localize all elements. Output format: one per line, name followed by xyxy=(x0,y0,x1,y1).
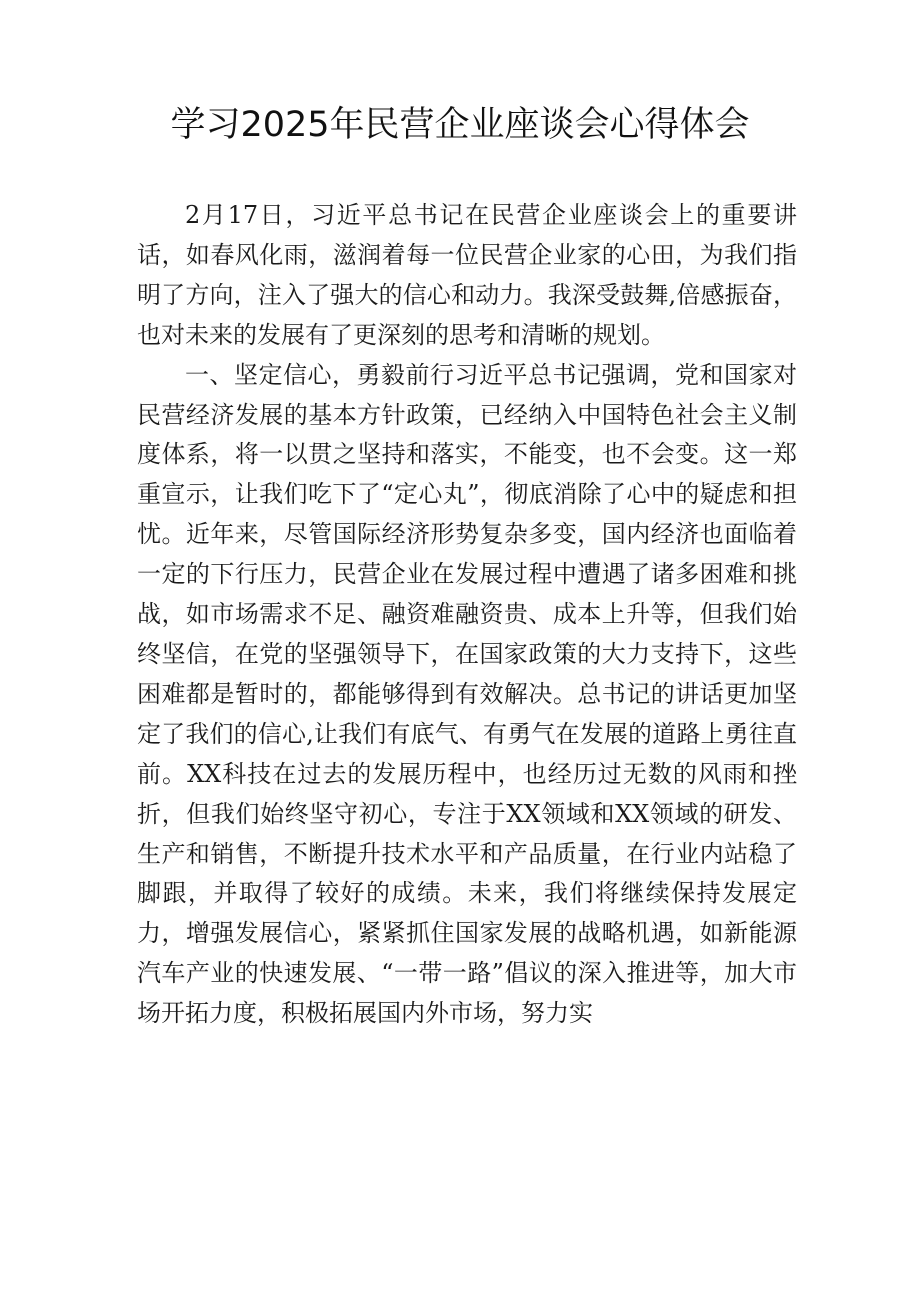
paragraph-intro: 2月17日，习近平总书记在民营企业座谈会上的重要讲话，如春风化雨，滋润着每一位民营企业家的心田，为我们指明了方向，注入了强大的信心和动力。我深受鼓舞,倍感振奋，也对未来的发展有了更深刻的思考和清晰的规划。 xyxy=(137,201,797,349)
paragraph-section-one: 一、坚定信心，勇毅前行习近平总书记强调，党和国家对民营经济发展的基本方针政策，已经纳入中国特色社会主义制度体系，将一以贯之坚持和落实，不能变，也不会变。这一郑重宣示，让我们吃下了“定心丸”，彻底消除了心中的疑虑和担忧。近年来，尽管国际经济形势复杂多变，国内经济也面临着一定的下行压力，民营企业在发展过程中遭遇了诸多困难和挑战，如市场需求不足、融资难融资贵、成本上升等，但我们始终坚信，在党的坚强领导下，在国家政策的大力支持下，这些困难都是暂时的，都能够得到有效解决。总书记的讲话更加坚定了我们的信心,让我们有底气、有勇气在发展的道路上勇往直前。XX科技在过去的发展历程中，也经历过无数的风雨和挫折，但我们始终坚守初心，专注于XX领域和XX领域的研发、生产和销售，不断提升技术水平和产品质量，在行业内站稳了脚跟，并取得了较好的成绩。未来，我们将继续保持发展定力，增强发展信心，紧紧抓住国家发展的战略机遇，如新能源汽车产业的快速发展、“一带一路”倡议的深入推进等，加大市场开拓力度，积极拓展国内外市场，努力实 xyxy=(137,360,797,1028)
document-title: 学习2025年民营企业座谈会心得体会 xyxy=(170,105,750,145)
document-body xyxy=(137,196,797,1034)
